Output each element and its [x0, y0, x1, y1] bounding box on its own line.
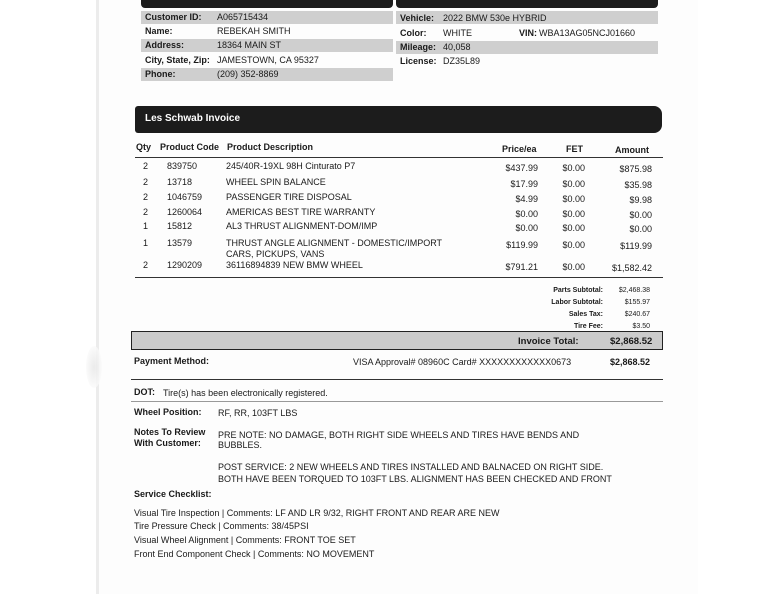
scan-smudge	[86, 346, 102, 388]
vehicle-model: 2022 BMW 530e HYBRID	[443, 13, 547, 23]
checklist-item: Front End Component Check | Comments: NO MOVEMENT	[134, 549, 375, 559]
row-amount: $9.98	[629, 195, 652, 205]
row-qty: 1	[143, 238, 149, 248]
customer-header-bar	[141, 0, 393, 8]
row-fet: $0.00	[562, 240, 585, 250]
customer-city-state-zip: JAMESTOWN, CA 95327	[217, 55, 319, 65]
row-desc-line-2: CARS, PICKUPS, VANS	[226, 249, 325, 259]
row-qty: 1	[143, 221, 149, 231]
subtotal-label: Sales Tax:	[568, 311, 603, 318]
invoice-title-bar	[135, 106, 662, 133]
wheel-position: RF, RR, 103FT LBS	[218, 408, 298, 418]
payment-amount: $2,868.52	[610, 357, 651, 367]
payment-method-label: Payment Method:	[134, 356, 210, 366]
row-amount: $119.99	[620, 241, 652, 251]
subtotal-label: Tire Fee:	[573, 323, 603, 330]
pre-note-line-2: BUBBLES.	[218, 440, 263, 450]
post-service-line-1: POST SERVICE: 2 NEW WHEELS AND TIRES INSTALLED AND BALNACED ON RIGHT SIDE.	[218, 462, 604, 472]
row-desc: AMERICAS BEST TIRE WARRANTY	[226, 207, 376, 217]
phone-label: Phone:	[145, 69, 176, 79]
invoice-total-box	[131, 331, 663, 350]
row-code: 1046759	[167, 192, 203, 202]
customer-name: REBEKAH SMITH	[217, 26, 291, 36]
header-rule	[135, 157, 663, 158]
col-header-price: Price/ea	[502, 144, 537, 154]
checklist-item: Visual Tire Inspection | Comments: LF AND LR 9/32, RIGHT FRONT AND REAR ARE NEW	[134, 508, 500, 518]
row-fet: $0.00	[562, 223, 585, 233]
service-checklist-label: Service Checklist:	[134, 489, 212, 499]
row-amount: $0.00	[629, 224, 652, 234]
row-price: $17.99	[510, 179, 538, 189]
subtotal-label: Parts Subtotal:	[553, 287, 603, 294]
pre-note-line-1: PRE NOTE: NO DAMAGE, BOTH RIGHT SIDE WHEELS AND TIRES HAVE BENDS AND	[218, 430, 580, 440]
row-amount: $875.98	[619, 164, 652, 174]
row-code: 15812	[167, 221, 193, 231]
vehicle-vin: WBA13AG05NCJ01660	[539, 28, 636, 38]
col-header-qty: Qty	[136, 142, 152, 152]
row-fet: $0.00	[562, 262, 585, 272]
subtotal-value: $240.67	[624, 311, 650, 318]
row-fet: $0.00	[562, 163, 585, 173]
row-desc: AL3 THRUST ALIGNMENT-DOM/IMP	[226, 221, 378, 231]
row-price: $437.99	[505, 163, 538, 173]
row-amount: $35.98	[624, 180, 652, 190]
subtotal-value: $3.50	[632, 323, 650, 330]
notes-review-label-2: With Customer:	[134, 438, 201, 448]
page-edge	[96, 0, 99, 594]
row-amount: $1,582.42	[611, 263, 652, 273]
col-header-code: Product Code	[160, 142, 220, 152]
customer-phone: (209) 352-8869	[217, 69, 279, 79]
color-label: Color:	[400, 28, 427, 38]
row-price: $791.21	[505, 262, 538, 272]
customer-id: A065715434	[217, 12, 269, 22]
row-qty: 2	[143, 207, 149, 217]
row-fet: $0.00	[562, 194, 585, 204]
notes-review-label-1: Notes To Review	[134, 427, 206, 437]
vehicle-color: WHITE	[443, 28, 472, 38]
subtotal-label: Labor Subtotal:	[551, 299, 603, 306]
row-desc: 36116894839 NEW BMW WHEEL	[226, 260, 363, 270]
col-header-desc: Product Description	[227, 142, 314, 152]
col-header-fet: FET	[566, 144, 583, 154]
dot-rule	[131, 401, 663, 402]
post-service-line-2: BOTH HAVE BEEN TORQUED TO 103FT LBS. ALIGNMENT HAS BEEN CHECKED AND FRONT	[218, 474, 612, 484]
row-qty: 2	[143, 192, 149, 202]
row-code: 1290209	[167, 260, 203, 270]
row-desc: THRUST ANGLE ALIGNMENT - DOMESTIC/IMPORT	[226, 238, 443, 248]
city-state-zip-label: City, State, Zip:	[145, 55, 210, 65]
subtotal-value: $155.97	[624, 299, 650, 306]
row-price: $4.99	[515, 194, 538, 204]
row-qty: 2	[143, 260, 149, 270]
vehicle-header-bar	[396, 0, 658, 8]
customer-address: 18364 MAIN ST	[217, 40, 282, 50]
wheel-position-label: Wheel Position:	[134, 407, 202, 417]
vehicle-license: DZ35L89	[443, 56, 481, 66]
row-fet: $0.00	[562, 209, 585, 219]
address-label: Address:	[145, 40, 185, 50]
checklist-item: Tire Pressure Check | Comments: 38/45PSI	[134, 521, 309, 531]
row-qty: 2	[143, 177, 149, 187]
vehicle-label: Vehicle:	[400, 13, 435, 23]
row-desc: PASSENGER TIRE DISPOSAL	[226, 192, 352, 202]
invoice-title: Les Schwab Invoice	[145, 113, 241, 124]
row-qty: 2	[143, 161, 149, 171]
checklist-item: Visual Wheel Alignment | Comments: FRONT TOE SET	[134, 535, 356, 545]
mileage-label: Mileage:	[400, 42, 437, 52]
row-fet: $0.00	[562, 179, 585, 189]
row-code: 1260064	[167, 207, 203, 217]
row-amount: $0.00	[629, 210, 652, 220]
row-price: $0.00	[515, 223, 538, 233]
subtotal-value: $2,468.38	[618, 287, 650, 294]
dot-text: Tire(s) has been electronically registered.	[163, 388, 328, 398]
row-desc: 245/40R-19XL 98H Cinturato P7	[226, 161, 356, 171]
row-price: $119.99	[506, 240, 538, 250]
invoice-page	[98, 0, 698, 594]
col-header-amount: Amount	[615, 145, 649, 155]
payment-detail: VISA Approval# 08960C Card# XXXXXXXXXXXX0673	[353, 357, 572, 367]
row-desc: WHEEL SPIN BALANCE	[226, 177, 326, 187]
dot-label: DOT:	[134, 387, 155, 397]
license-label: License:	[400, 56, 437, 66]
vin-label: VIN:	[519, 28, 537, 38]
name-label: Name:	[145, 26, 173, 36]
customer-id-label: Customer ID:	[145, 12, 202, 22]
row-code: 13579	[167, 238, 193, 248]
vehicle-mileage: 40,058	[443, 42, 471, 52]
invoice-total-label: Invoice Total:	[518, 336, 579, 347]
rows-bottom-rule	[135, 277, 663, 278]
row-code: 13718	[167, 177, 193, 187]
payment-rule	[131, 379, 663, 380]
row-code: 839750	[167, 161, 198, 171]
invoice-total: $2,868.52	[610, 336, 653, 347]
row-price: $0.00	[515, 209, 538, 219]
